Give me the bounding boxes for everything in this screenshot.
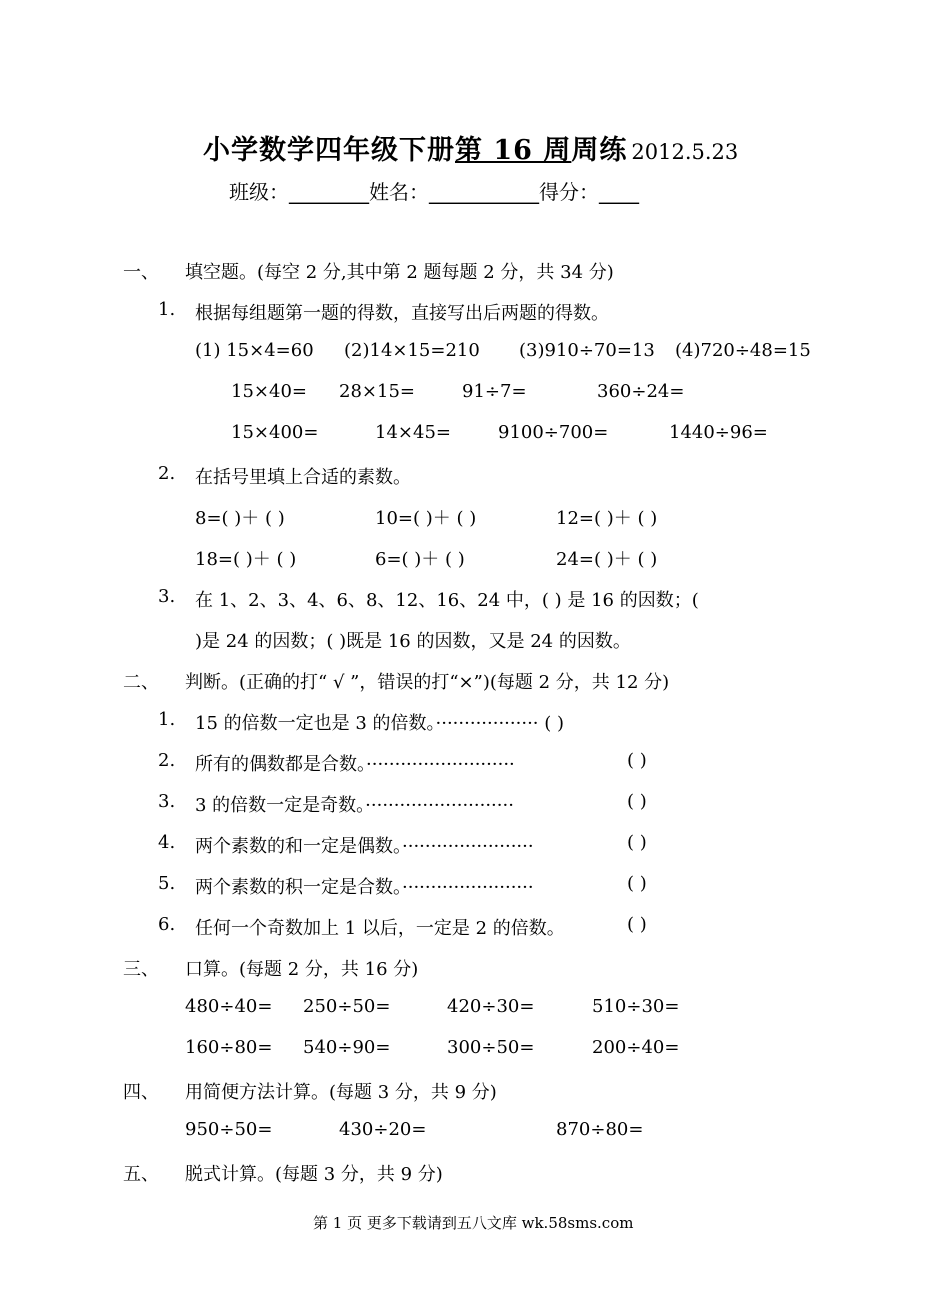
judge-5-text: 两个素数的积一定是合数。······················· <box>195 877 534 898</box>
page-title <box>203 128 738 167</box>
q2-r2-c2: 6=( )＋ ( ) <box>375 549 465 570</box>
q1-number: 1. <box>158 299 176 320</box>
section3-title: 口算。(每题 2 分，共 16 分) <box>185 959 419 980</box>
q1-r3-c3: 9100÷700= <box>498 422 609 443</box>
simple-c1: 950÷50= <box>185 1119 273 1140</box>
q2-r1-c2: 10=( )＋ ( ) <box>375 508 477 529</box>
judge-1-number: 1. <box>158 709 176 730</box>
q1-r1-c4: (4)720÷48=15 <box>675 340 811 361</box>
section5-title: 脱式计算。(每题 3 分，共 9 分) <box>185 1164 443 1185</box>
q1-r3-c4: 1440÷96= <box>669 422 768 443</box>
judge-2-text: 所有的偶数都是合数。·························· <box>195 754 515 775</box>
student-info-line: 班级：________姓名：___________得分：____ <box>229 180 639 204</box>
page-footer: 第 1 页 更多下载请到五八文库 wk.58sms.com <box>313 1214 634 1232</box>
title-prefix: 小学数学四年级下册 <box>203 135 455 166</box>
oral-r2-c3: 300÷50= <box>447 1037 535 1058</box>
simple-c3: 870÷80= <box>556 1119 644 1140</box>
q1-r2-c4: 360÷24= <box>597 381 685 402</box>
q2-text: 在括号里填上合适的素数。 <box>195 467 411 488</box>
oral-r2-c4: 200÷40= <box>592 1037 680 1058</box>
q1-r1-c2: (2)14×15=210 <box>344 340 480 361</box>
judge-2-number: 2. <box>158 750 176 771</box>
q1-r2-c3: 91÷7= <box>462 381 527 402</box>
q2-r1-c3: 12=( )＋ ( ) <box>556 508 658 529</box>
q3-line1: 在 1、2、3、4、6、8、12、16、24 中，( ) 是 16 的因数；( <box>195 590 699 611</box>
title-suffix: 周练 <box>571 135 628 166</box>
judge-1-text: 15 的倍数一定也是 3 的倍数。·················· ( ) <box>195 713 564 734</box>
q1-r1-c3: (3)910÷70=13 <box>519 340 655 361</box>
judge-3-text: 3 的倍数一定是奇数。·························· <box>195 795 514 816</box>
oral-r2-c2: 540÷90= <box>303 1037 391 1058</box>
section4-title: 用简便方法计算。(每题 3 分，共 9 分) <box>185 1082 497 1103</box>
section4-number: 四、 <box>123 1082 159 1103</box>
title-week: 第 16 周 <box>455 135 572 166</box>
section1-title: 填空题。(每空 2 分,其中第 2 题每题 2 分，共 34 分) <box>185 262 614 283</box>
q3-line2: )是 24 的因数；( )既是 16 的因数，又是 24 的因数。 <box>195 631 631 652</box>
section2-number: 二、 <box>123 672 159 693</box>
judge-6-number: 6. <box>158 914 176 935</box>
section2-title: 判断。(正确的打“ √ ”，错误的打“×”)(每题 2 分，共 12 分) <box>185 672 670 693</box>
q1-text: 根据每组题第一题的得数，直接写出后两题的得数。 <box>195 303 609 324</box>
oral-r1-c2: 250÷50= <box>303 996 391 1017</box>
judge-6-paren: ( ) <box>627 914 647 935</box>
oral-r1-c1: 480÷40= <box>185 996 273 1017</box>
q2-r2-c3: 24=( )＋ ( ) <box>556 549 658 570</box>
title-date: 2012.5.23 <box>631 140 739 164</box>
section5-number: 五、 <box>123 1164 159 1185</box>
q2-r2-c1: 18=( )＋ ( ) <box>195 549 297 570</box>
q1-r3-c2: 14×45= <box>375 422 451 443</box>
judge-5-paren: ( ) <box>627 873 647 894</box>
oral-r1-c3: 420÷30= <box>447 996 535 1017</box>
judge-4-text: 两个素数的和一定是偶数。······················· <box>195 836 534 857</box>
judge-3-paren: ( ) <box>627 791 647 812</box>
oral-r2-c1: 160÷80= <box>185 1037 273 1058</box>
q1-r3-c1: 15×400= <box>231 422 319 443</box>
oral-r1-c4: 510÷30= <box>592 996 680 1017</box>
simple-c2: 430÷20= <box>339 1119 427 1140</box>
section3-number: 三、 <box>123 959 159 980</box>
judge-2-paren: ( ) <box>627 750 647 771</box>
section1-number: 一、 <box>123 262 159 283</box>
judge-3-number: 3. <box>158 791 176 812</box>
judge-5-number: 5. <box>158 873 176 894</box>
judge-4-number: 4. <box>158 832 176 853</box>
judge-4-paren: ( ) <box>627 832 647 853</box>
q3-number: 3. <box>158 586 176 607</box>
q1-r2-c2: 28×15= <box>339 381 415 402</box>
q2-number: 2. <box>158 463 176 484</box>
q1-r1-c1: (1) 15×4=60 <box>195 340 314 361</box>
q2-r1-c1: 8=( )＋ ( ) <box>195 508 285 529</box>
judge-6-text: 任何一个奇数加上 1 以后，一定是 2 的倍数。 <box>195 918 565 939</box>
q1-r2-c1: 15×40= <box>231 381 307 402</box>
